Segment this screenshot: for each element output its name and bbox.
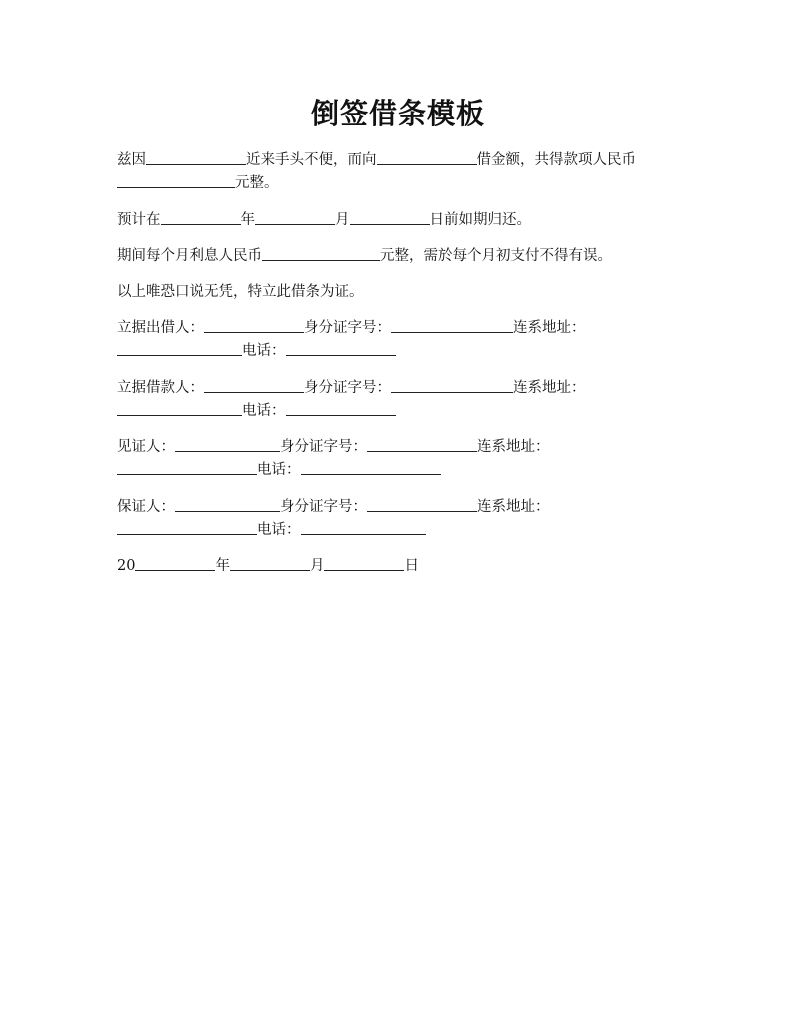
date-day-blank[interactable] — [324, 555, 404, 571]
borrower-signature-blank[interactable] — [204, 317, 304, 333]
witness-label: 见证人： — [117, 439, 175, 455]
repay-text-4: 日前如期归还。 — [429, 212, 531, 228]
borrower-phone-label: 电话： — [242, 343, 286, 359]
borrower-line — [117, 317, 586, 339]
borrower-addr-blank[interactable] — [117, 340, 242, 356]
repay-year-blank[interactable] — [161, 209, 241, 225]
lender-addr-label: 连系地址： — [513, 380, 586, 396]
interest-line — [117, 245, 612, 267]
guarantor-phone-label: 电话： — [257, 522, 301, 538]
repay-date-line — [117, 209, 531, 231]
lender-id-label: 身分证字号： — [304, 380, 391, 396]
date-prefix: 20 — [117, 558, 136, 574]
witness-id-blank[interactable] — [367, 436, 477, 452]
witness-line-2 — [117, 459, 441, 481]
witness-phone-blank[interactable] — [301, 459, 441, 475]
guarantor-addr-label: 连系地址： — [477, 499, 550, 515]
repay-month-label: 月 — [335, 212, 350, 228]
witness-line — [117, 436, 550, 458]
witness-phone-label: 电话： — [257, 462, 301, 478]
guarantor-label: 保证人： — [117, 499, 175, 515]
amount-blank[interactable] — [117, 172, 235, 188]
borrower-name-blank[interactable] — [146, 149, 246, 165]
lender-phone-label: 电话： — [242, 403, 286, 419]
reason-text-1: 兹因 — [117, 152, 146, 168]
guarantor-line — [117, 496, 550, 518]
date-line — [117, 555, 419, 577]
borrower-addr-label: 连系地址： — [513, 320, 586, 336]
interest-text-1: 期间每个月利息人民币 — [117, 248, 262, 264]
lender-signature-blank[interactable] — [204, 377, 304, 393]
reason-text-2: 近来手头不便，而向 — [246, 152, 377, 168]
date-year-label: 年 — [215, 558, 230, 574]
witness-id-label: 身分证字号： — [280, 439, 367, 455]
guarantor-phone-blank[interactable] — [301, 519, 426, 535]
lender-line-2 — [117, 400, 396, 422]
date-year-blank[interactable] — [135, 555, 215, 571]
witness-addr-label: 连系地址： — [477, 439, 550, 455]
lender-addr-blank[interactable] — [117, 400, 242, 416]
guarantor-signature-blank[interactable] — [175, 496, 280, 512]
guarantor-id-blank[interactable] — [367, 496, 477, 512]
borrower-label: 立据出借人： — [117, 320, 204, 336]
repay-month-blank[interactable] — [255, 209, 335, 225]
statement-text: 以上唯恐口说无凭，特立此借条为证。 — [117, 284, 364, 300]
guarantor-addr-blank[interactable] — [117, 519, 257, 535]
interest-text-2: 元整，需於每个月初支付不得有误。 — [380, 248, 612, 264]
interest-amount-blank[interactable] — [262, 245, 380, 261]
amount-line — [117, 172, 279, 194]
lender-label: 立据借款人： — [117, 380, 204, 396]
repay-year-label: 年 — [240, 212, 255, 228]
repay-text-1: 预计在 — [117, 212, 161, 228]
reason-line — [117, 149, 636, 171]
lender-line — [117, 377, 586, 399]
guarantor-line-2 — [117, 519, 426, 541]
borrower-phone-blank[interactable] — [286, 340, 396, 356]
date-month-label: 月 — [309, 558, 325, 574]
lender-name-blank[interactable] — [377, 149, 477, 165]
statement-line — [117, 281, 364, 303]
lender-phone-blank[interactable] — [286, 400, 396, 416]
borrower-id-blank[interactable] — [391, 317, 513, 333]
borrower-line-2 — [117, 340, 396, 362]
guarantor-id-label: 身分证字号： — [280, 499, 367, 515]
amount-suffix: 元整。 — [235, 175, 279, 191]
witness-signature-blank[interactable] — [175, 436, 280, 452]
date-day-label: 日 — [404, 558, 419, 574]
reason-text-3: 借金额，共得款项人民币 — [476, 152, 636, 168]
document-title: 倒签借条模板 — [310, 97, 485, 130]
repay-day-blank[interactable] — [350, 209, 430, 225]
witness-addr-blank[interactable] — [117, 459, 257, 475]
date-month-blank[interactable] — [230, 555, 310, 571]
borrower-id-label: 身分证字号： — [304, 320, 391, 336]
lender-id-blank[interactable] — [391, 377, 513, 393]
